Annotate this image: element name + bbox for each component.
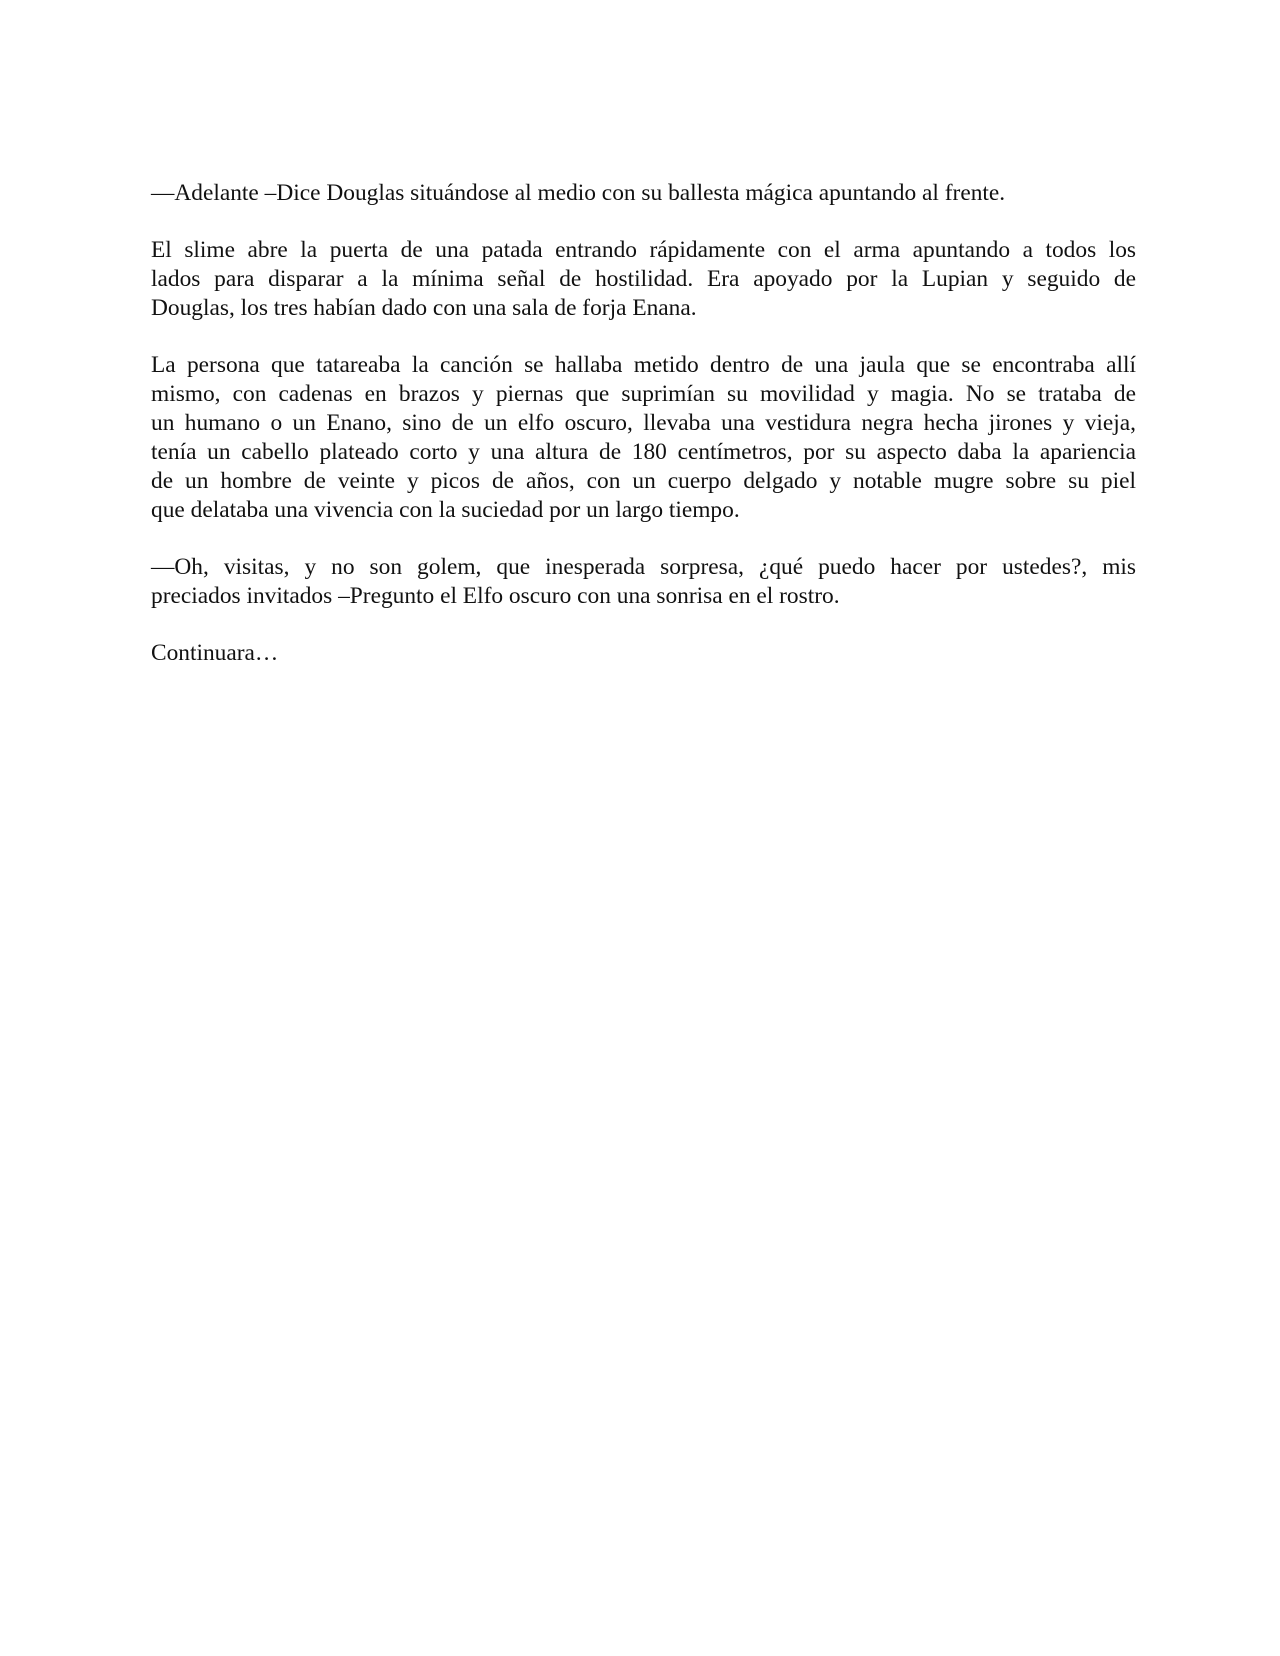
paragraph-2 (151, 236, 1136, 323)
text-line: preciados invitados –Pregunto el Elfo oscuro con una sonrisa en el rostro. (151, 583, 840, 609)
text-line: de un hombre de veinte y picos de años, con un cuerpo delgado y notable mugre sobre su piel (151, 468, 1136, 494)
text-line: —Oh, visitas, y no son golem, que inesperada sorpresa, ¿qué puedo hacer por ustedes?, mis (151, 554, 1136, 580)
text-line: mismo, con cadenas en brazos y piernas que suprimían su movilidad y magia. No se trataba de (151, 381, 1136, 407)
text-line: La persona que tatareaba la canción se hallaba metido dentro de una jaula que se encontraba allí (151, 352, 1136, 378)
paragraph-4 (151, 553, 1136, 611)
text-line: que delataba una vivencia con la suciedad por un largo tiempo. (151, 497, 740, 523)
text-line: lados para disparar a la mínima señal de hostilidad. Era apoyado por la Lupian y seguido de (151, 266, 1136, 292)
paragraph-1 (151, 179, 1136, 208)
text-line: El slime abre la puerta de una patada entrando rápidamente con el arma apuntando a todos los (151, 237, 1136, 263)
text-line: tenía un cabello plateado corto y una altura de 180 centímetros, por su aspecto daba la apariencia (151, 439, 1136, 465)
text-line: Douglas, los tres habían dado con una sala de forja Enana. (151, 295, 697, 321)
paragraph-3 (151, 351, 1136, 525)
text-line: Continuara… (151, 640, 279, 666)
paragraph-5 (151, 639, 1136, 668)
document-body (151, 179, 1136, 696)
text-line: un humano o un Enano, sino de un elfo oscuro, llevaba una vestidura negra hecha jirones y vieja, (151, 410, 1136, 436)
text-line: —Adelante –Dice Douglas situándose al medio con su ballesta mágica apuntando al frente. (151, 180, 1006, 206)
